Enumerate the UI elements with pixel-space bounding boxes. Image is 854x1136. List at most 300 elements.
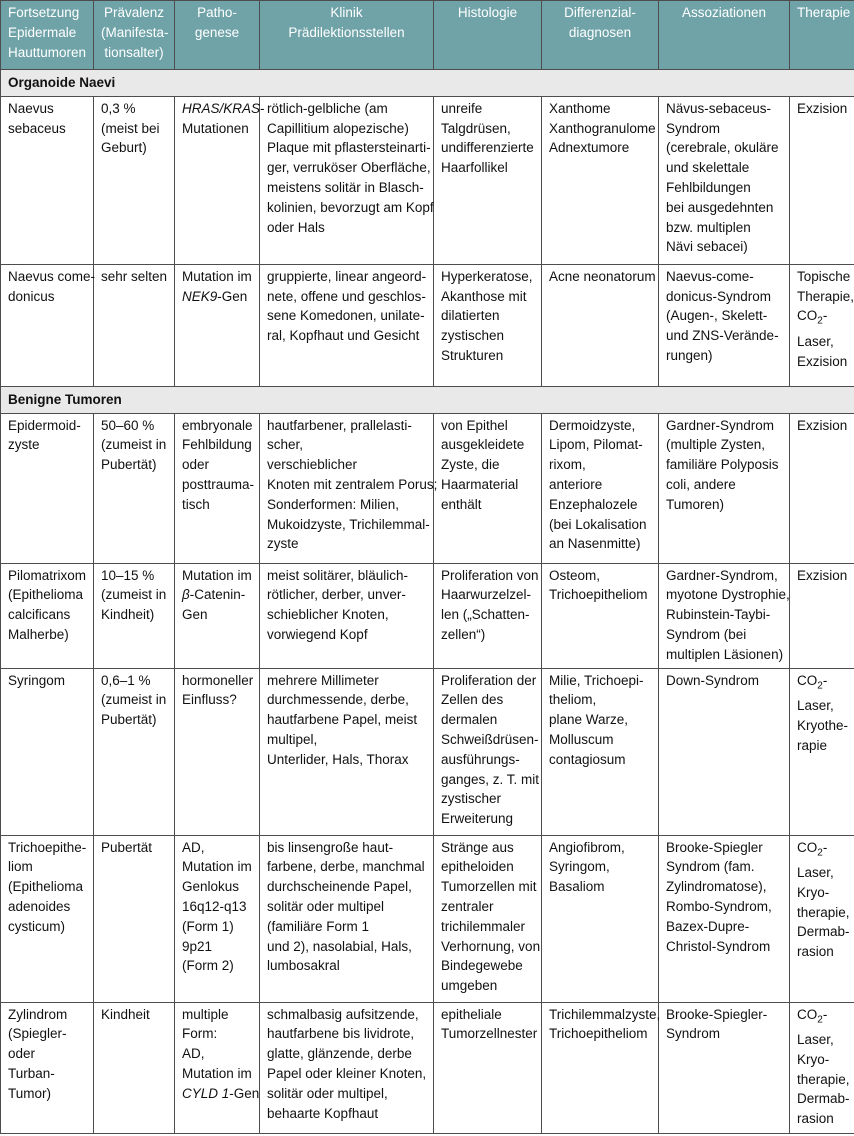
cell-line: Dermab-: [797, 1091, 850, 1107]
cell-line: Adnextumore: [549, 140, 630, 156]
cell-line: und 2), nasolabial, Hals,: [267, 938, 412, 954]
cell-line: Mutation im: [182, 268, 252, 284]
section-row-organoid: [1, 70, 854, 97]
header-line: Therapie: [797, 5, 851, 20]
cell-line: Tumor): [8, 1085, 51, 1101]
cell-pathogenese: [175, 413, 260, 563]
cell-line: und ZNS-Verände-: [666, 328, 779, 344]
cell-line: zyste: [8, 437, 40, 453]
cell-line: Nävi sebacei): [666, 239, 748, 255]
cell-line: Molluscum: [549, 731, 614, 747]
cell-line: Zylindromatose),: [666, 879, 767, 895]
cell-line: Kindheit): [101, 607, 155, 623]
cell-line: sene Komedonen, unilate-: [267, 308, 425, 324]
cell-line: Naevus-come-: [666, 268, 754, 284]
cell-line: 0,3 %: [101, 100, 136, 116]
cell-line: β-Catenin-: [182, 587, 246, 603]
cell-histologie: [434, 96, 542, 264]
header-therapie: [790, 1, 854, 70]
cell-line: embryonale: [182, 417, 253, 433]
cell-line: Malherbe): [8, 626, 69, 642]
cell-line: epitheliale: [441, 1006, 502, 1022]
section-row-benign: [1, 386, 854, 413]
cell-line: Plaque mit pflastersteinarti-: [267, 140, 431, 156]
cell-line: Zellen des: [441, 692, 504, 708]
cell-line: farbene, derbe, manchmal: [267, 859, 425, 875]
cell-line: Zylindrom: [8, 1006, 68, 1022]
cell-line: Xanthogranulome: [549, 120, 656, 136]
cell-line: liom: [8, 859, 33, 875]
cell-line: (Spiegler-: [8, 1026, 67, 1042]
cell-line: anteriore: [549, 476, 603, 492]
cell-line: Bazex-Dupre-: [666, 918, 750, 934]
cell-line: rungen): [666, 347, 713, 363]
cell-line: Christol-Syndrom: [666, 938, 771, 954]
cell-line: $CO_2-$: [797, 839, 828, 859]
header-line: Hauttumoren: [8, 45, 87, 60]
cell-line: posttrauma-: [182, 476, 255, 492]
cell-line: dermalen: [441, 712, 498, 728]
cell-line: meist solitärer, bläulich-: [267, 567, 409, 583]
cell-line: (Epithelioma: [8, 879, 84, 895]
cell-differenzialdiagnosen: [542, 835, 659, 1002]
cell-line: Haarwurzelzel-: [441, 587, 532, 603]
cell-tumor: [1, 413, 94, 563]
cell-line: CYLD 1-Gen: [182, 1085, 260, 1101]
cell-line: Exzision: [797, 100, 848, 116]
cell-therapie: [790, 668, 854, 835]
cell-line: rixom,: [549, 457, 586, 473]
cell-line: (Augen-, Skelett-: [666, 308, 768, 324]
cell-line: Laser,: [797, 333, 834, 349]
cell-line: Gen: [182, 607, 208, 623]
header-line: Prävalenz: [103, 5, 165, 20]
cell-line: bei ausgedehnten: [666, 199, 774, 215]
header-histologie: [434, 1, 542, 70]
cell-line: AD,: [182, 1046, 205, 1062]
cell-line: Angiofibrom,: [549, 839, 625, 855]
cell-line: oder Hals: [267, 219, 325, 235]
cell-line: Pilomatrixom: [8, 567, 87, 583]
cell-line: rasion: [797, 1111, 834, 1127]
cell-line: len („Schatten-: [441, 607, 530, 623]
cell-line: Mutation im: [182, 1065, 252, 1081]
header-line: Epidermale: [8, 25, 77, 40]
cell-line: Down-Syndrom: [666, 672, 760, 688]
cell-therapie: [790, 1002, 854, 1133]
cell-klinik: [260, 413, 438, 563]
cell-line: (Form 2): [182, 958, 234, 974]
cell-line: calcificans: [8, 607, 71, 623]
cell-line: familiäre Polyposis: [666, 457, 779, 473]
cell-klinik: [260, 835, 434, 1002]
cell-line: solitär oder multipel: [267, 898, 385, 914]
cell-line: glatte, glänzende, derbe: [267, 1046, 412, 1062]
cell-line: $CO_2-$: [797, 672, 828, 692]
cell-line: multiple: [182, 1006, 229, 1022]
cell-line: sebaceus: [8, 120, 66, 136]
cell-line: multipel,: [267, 731, 318, 747]
cell-line: (familiäre Form 1: [267, 918, 370, 934]
cell-therapie: [790, 835, 854, 1002]
cell-line: vorwiegend Kopf: [267, 626, 368, 642]
cell-line: Talgdrüsen,: [441, 120, 511, 136]
cell-klinik: [260, 668, 434, 835]
cell-line: Trichoepitheliom: [549, 587, 648, 603]
cell-line: sehr selten: [101, 268, 168, 284]
cell-differenzialdiagnosen: [542, 1002, 659, 1133]
cell-line: Syndrom (bei: [666, 626, 747, 642]
cell-line: Einfluss?: [182, 692, 237, 708]
cell-line: Lipom, Pilomat-: [549, 437, 643, 453]
header-praevalenz: [94, 1, 175, 70]
cell-line: 0,6–1 %: [101, 672, 151, 688]
cell-line: (cerebrale, okuläre: [666, 140, 779, 156]
header-assoziationen: [659, 1, 790, 70]
cell-praevalenz: [94, 668, 175, 835]
cell-line: HRAS/KRAS-: [182, 100, 265, 116]
cell-therapie: [790, 413, 854, 563]
cell-assoziationen: [659, 668, 790, 835]
section-title: Benigne Tumoren: [1, 386, 854, 413]
cell-therapie: [790, 96, 854, 264]
cell-line: Kryo-: [797, 1051, 830, 1067]
cell-line: Enzephalozele: [549, 496, 638, 512]
cell-line: Kryo-: [797, 884, 830, 900]
cell-line: Capillitium alopezische): [267, 120, 409, 136]
cell-line: zystischer: [441, 791, 502, 807]
cell-line: Trichoepithe-: [8, 839, 87, 855]
cell-line: Exzision: [797, 353, 848, 369]
cell-histologie: [434, 563, 542, 668]
cell-line: gruppierte, linear angeord-: [267, 268, 427, 284]
cell-line: Therapie,: [797, 288, 854, 304]
cell-line: Geburt): [101, 140, 147, 156]
cell-line: NEK9-Gen: [182, 288, 248, 304]
cell-line: dilatierten: [441, 308, 500, 324]
cell-line: nete, offene und geschlos-: [267, 288, 426, 304]
cell-line: zellen“): [441, 626, 486, 642]
cell-line: undifferenzierte: [441, 140, 534, 156]
cell-line: 10–15 %: [101, 567, 155, 583]
cell-line: Schweißdrüsen-: [441, 731, 539, 747]
cell-line: Proliferation der: [441, 672, 537, 688]
header-line: genese: [194, 25, 240, 40]
cell-tumor: [1, 1002, 94, 1133]
cell-line: (zumeist in: [101, 587, 167, 603]
cell-differenzialdiagnosen: [542, 563, 659, 668]
cell-histologie: [434, 835, 542, 1002]
cell-line: lumbosakral: [267, 958, 340, 974]
cell-line: Bindegewebe: [441, 958, 523, 974]
cell-line: Trichoepitheliom: [549, 1026, 648, 1042]
cell-pathogenese: [175, 264, 260, 386]
cell-line: Mukoidzyste, Trichilemmal-: [267, 516, 430, 532]
header-line: tionsalter): [104, 45, 164, 60]
header-line: Patho-: [197, 5, 237, 20]
cell-line: durchmessende, derbe,: [267, 692, 409, 708]
cell-line: Acne neonatorum: [549, 268, 656, 284]
cell-line: Haarfollikel: [441, 160, 508, 176]
table-row: [1, 563, 854, 668]
cell-line: plane Warze,: [549, 712, 629, 728]
header-row: [1, 1, 854, 70]
cell-line: meistens solitär in Blasch-: [267, 179, 424, 195]
cell-line: oder: [8, 1046, 36, 1062]
cell-line: contagiosum: [549, 751, 626, 767]
cell-line: kolinien, bevorzugt am Kopf: [267, 199, 434, 215]
cell-line: unreife: [441, 100, 483, 116]
cell-pathogenese: [175, 1002, 260, 1133]
cell-assoziationen: [659, 563, 790, 668]
header-line: Fortsetzung: [8, 5, 80, 20]
cell-line: donicus-Syndrom: [666, 288, 772, 304]
cell-praevalenz: [94, 1002, 175, 1133]
cell-line: Papel oder kleiner Knoten,: [267, 1065, 427, 1081]
cell-line: Syndrom: [666, 120, 721, 136]
cell-line: Kindheit: [101, 1006, 150, 1022]
cell-line: Dermab-: [797, 924, 850, 940]
cell-line: (Epithelioma: [8, 587, 84, 603]
header-line: Prädilektionsstellen: [288, 25, 405, 40]
cell-line: ausgekleidete: [441, 437, 525, 453]
cell-praevalenz: [94, 835, 175, 1002]
cell-line: trichilemmaler: [441, 918, 526, 934]
cell-line: Tumorzellen mit: [441, 879, 537, 895]
cell-line: Rubinstein-Taybi-: [666, 607, 771, 623]
cell-line: 16q12-q13: [182, 898, 247, 914]
cell-line: tisch: [182, 496, 210, 512]
table-row: [1, 264, 854, 386]
cell-klinik: [260, 563, 434, 668]
table-row: [1, 96, 854, 264]
cell-line: Basaliom: [549, 879, 605, 895]
cell-line: multiplen Läsionen): [666, 646, 784, 662]
cell-line: Rombo-Syndrom,: [666, 898, 772, 914]
cell-line: (zumeist in: [101, 437, 167, 453]
cell-line: $CO_2-$: [797, 1006, 828, 1026]
cell-line: schieblicher Knoten,: [267, 607, 389, 623]
cell-line: Topische: [797, 268, 851, 284]
cell-line: Laser,: [797, 1032, 834, 1048]
cell-tumor: [1, 264, 94, 386]
cell-line: Brooke-Spiegler-: [666, 1006, 768, 1022]
cell-line: Naevus come-: [8, 268, 96, 284]
table-row: [1, 413, 854, 563]
cell-line: Strukturen: [441, 347, 504, 363]
cell-line: ausführungs-: [441, 751, 520, 767]
cell-therapie: [790, 563, 854, 668]
table-row: [1, 1002, 854, 1133]
cell-line: Haarmaterial: [441, 476, 519, 492]
cell-line: zyste: [267, 536, 299, 552]
cell-line: epitheloiden: [441, 859, 514, 875]
cell-klinik: [260, 96, 434, 264]
cell-line: 9p21: [182, 938, 213, 954]
cell-line: rötlicher, derber, unver-: [267, 587, 406, 603]
cell-line: rötlich-gelbliche (am: [267, 100, 388, 116]
cell-line: (bei Lokalisation: [549, 516, 647, 532]
cell-line: theliom,: [549, 692, 597, 708]
cell-assoziationen: [659, 96, 790, 264]
cell-line: Syringom: [8, 672, 66, 688]
cell-line: Kryothe-: [797, 717, 849, 733]
cell-line: ganges, z. T. mit: [441, 771, 540, 787]
cell-klinik: [260, 1002, 434, 1133]
cell-line: Sonderformen: Milien,: [267, 496, 400, 512]
cell-line: Nävus-sebaceus-: [666, 100, 772, 116]
cell-praevalenz: [94, 96, 175, 264]
header-line: diagnosen: [568, 25, 632, 40]
cell-line: myotone Dystrophie,: [666, 587, 790, 603]
cell-line: Milie, Trichoepi-: [549, 672, 644, 688]
cell-line: Epidermoid-: [8, 417, 81, 433]
cell-histologie: [434, 413, 542, 563]
cell-line: rapie: [797, 737, 828, 753]
cell-line: Xanthome: [549, 100, 611, 116]
header-line: Differenzial-: [564, 5, 636, 20]
cell-line: Pubertät: [101, 839, 153, 855]
cell-differenzialdiagnosen: [542, 264, 659, 386]
cell-line: umgeben: [441, 978, 498, 994]
cell-pathogenese: [175, 835, 260, 1002]
cell-therapie: [790, 264, 854, 386]
cell-line: ger, verruköser Oberfläche,: [267, 160, 431, 176]
cell-line: scher,: [267, 437, 304, 453]
cell-line: Erweiterung: [441, 811, 514, 827]
cell-line: Exzision: [797, 567, 848, 583]
cell-line: schmalbasig aufsitzende,: [267, 1006, 419, 1022]
cell-line: cysticum): [8, 918, 65, 934]
cell-assoziationen: [659, 264, 790, 386]
cell-line: adenoides: [8, 898, 71, 914]
cell-tumor: [1, 96, 94, 264]
cell-line: (zumeist in: [101, 692, 167, 708]
cell-line: Osteom,: [549, 567, 601, 583]
cell-praevalenz: [94, 264, 175, 386]
cell-line: therapie,: [797, 904, 850, 920]
header-line: Klinik: [330, 5, 363, 20]
cell-line: Hyperkeratose,: [441, 268, 533, 284]
cell-line: solitär oder multipel,: [267, 1085, 388, 1101]
cell-line: hautfarbene Papel, meist: [267, 712, 418, 728]
cell-differenzialdiagnosen: [542, 668, 659, 835]
cell-line: Form:: [182, 1026, 218, 1042]
cell-line: Laser,: [797, 698, 834, 714]
cell-line: durchscheinende Papel,: [267, 879, 412, 895]
cell-line: Verhornung, von: [441, 938, 541, 954]
cell-line: mehrere Millimeter: [267, 672, 379, 688]
header-line: (Manifesta-: [101, 25, 169, 40]
cell-tumor: [1, 668, 94, 835]
cell-line: bis linsengroße haut-: [267, 839, 394, 855]
cell-pathogenese: [175, 96, 265, 264]
cell-line: zystischen: [441, 328, 505, 344]
cell-line: bzw. multiplen: [666, 219, 751, 235]
cell-line: Syndrom (fam.: [666, 859, 755, 875]
cell-line: enthält: [441, 496, 482, 512]
cell-line: 50–60 %: [101, 417, 155, 433]
cell-line: Unterlider, Hals, Thorax: [267, 751, 409, 767]
header-differenzialdiagnosen: [542, 1, 659, 70]
header-pathogenese: [175, 1, 260, 70]
cell-klinik: [260, 264, 434, 386]
cell-line: Naevus: [8, 100, 54, 116]
header-line: Assoziationen: [681, 5, 767, 20]
cell-differenzialdiagnosen: [542, 413, 659, 563]
cell-line: Brooke-Spiegler: [666, 839, 763, 855]
cell-line: Trichilemmalzyste,: [549, 1006, 661, 1022]
cell-line: von Epithel: [441, 417, 508, 433]
cell-praevalenz: [94, 413, 175, 563]
cell-line: Fehlbildungen: [666, 179, 751, 195]
cell-line: Mutation im: [182, 567, 252, 583]
cell-tumor: [1, 835, 94, 1002]
cell-line: zentraler: [441, 898, 494, 914]
cell-line: Exzision: [797, 417, 848, 433]
header-tumor: [1, 1, 94, 70]
cell-line: coli, andere: [666, 476, 736, 492]
cell-line: Proliferation von: [441, 567, 539, 583]
cell-assoziationen: [659, 835, 790, 1002]
cell-line: Fehlbildung: [182, 437, 252, 453]
cell-praevalenz: [94, 563, 175, 668]
cell-line: hautfarbene bis lividrote,: [267, 1026, 415, 1042]
cell-line: Mutation im: [182, 859, 252, 875]
cell-line: Dermoidzyste,: [549, 417, 636, 433]
cell-line: therapie,: [797, 1071, 850, 1087]
cell-line: Tumoren): [666, 496, 725, 512]
cell-assoziationen: [659, 1002, 790, 1133]
cell-line: hormoneller: [182, 672, 254, 688]
cell-histologie: [434, 1002, 542, 1133]
cell-tumor: [1, 563, 94, 668]
cell-pathogenese: [175, 563, 260, 668]
table-row: [1, 835, 854, 1002]
cell-line: verschieblicher: [267, 457, 358, 473]
cell-line: Gardner-Syndrom: [666, 417, 775, 433]
cell-line: Mutationen: [182, 120, 249, 136]
cell-line: ral, Kopfhaut und Gesicht: [267, 328, 420, 344]
cell-line: Syndrom: [666, 1026, 721, 1042]
cell-line: Knoten mit zentralem Porus;: [267, 476, 438, 492]
cell-line: (multiple Zysten,: [666, 437, 766, 453]
cell-line: $CO_2-$: [797, 308, 828, 328]
cell-line: (meist bei: [101, 120, 160, 136]
cell-line: behaarte Kopfhaut: [267, 1105, 379, 1121]
cell-line: Akanthose mit: [441, 288, 527, 304]
cell-line: Stränge aus: [441, 839, 514, 855]
cell-line: an Nasenmitte): [549, 536, 641, 552]
cell-line: Gardner-Syndrom,: [666, 567, 778, 583]
cell-line: Syringom,: [549, 859, 610, 875]
cell-line: oder: [182, 457, 210, 473]
cell-histologie: [434, 264, 542, 386]
section-title: Organoide Naevi: [1, 70, 854, 97]
cell-line: rasion: [797, 944, 834, 960]
cell-line: Pubertät): [101, 457, 157, 473]
cell-line: Laser,: [797, 865, 834, 881]
cell-line: Genlokus: [182, 879, 240, 895]
header-klinik: [260, 1, 434, 70]
cell-line: Tumorzellnester: [441, 1026, 538, 1042]
cell-assoziationen: [659, 413, 790, 563]
cell-line: (Form 1): [182, 918, 234, 934]
cell-line: donicus: [8, 288, 55, 304]
cell-line: hautfarbener, prallelasti-: [267, 417, 412, 433]
cell-line: Zyste, die: [441, 457, 500, 473]
cell-line: AD,: [182, 839, 205, 855]
